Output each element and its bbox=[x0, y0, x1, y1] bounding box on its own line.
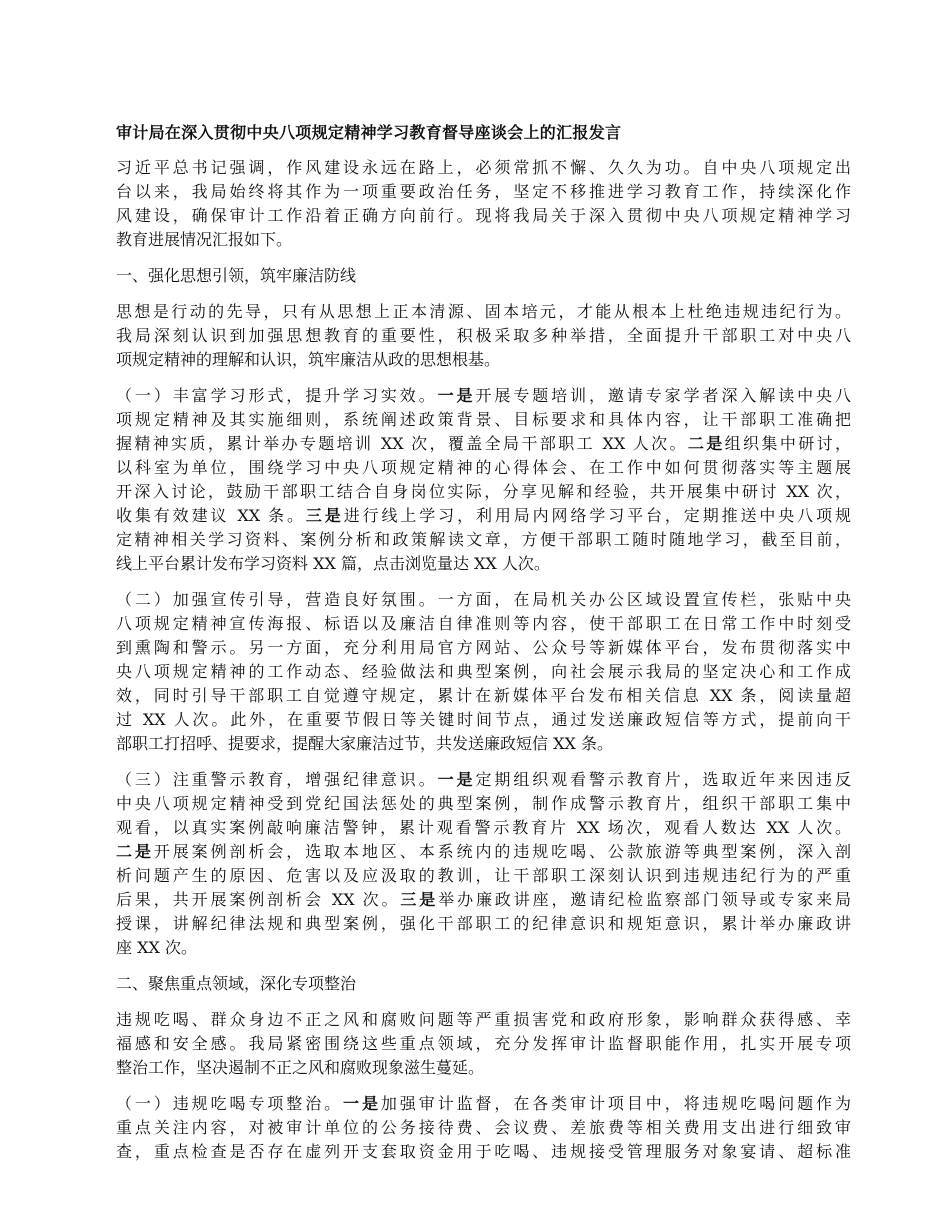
emphasis-run: 二是 bbox=[687, 434, 725, 453]
text-line: 授课，讲解纪律法规和典型案例，强化干部职工的纪律意识和规矩意识，累计举办廉政讲 bbox=[116, 914, 851, 933]
text-line: 重点关注内容，对被审计单位的公务接待费、会议费、差旅费等相关费用支出进行细致审 bbox=[116, 1118, 851, 1137]
section1-intro-paragraph bbox=[116, 300, 851, 372]
text-run: （一）违规吃喝专项整治。 bbox=[116, 1094, 344, 1113]
text-line: 央八项规定精神的工作动态、经验做法和典型案例，向社会展示我局的坚定决心和工作成 bbox=[116, 662, 851, 681]
text-run: 后果，共开展案例剖析会 XX 次。 bbox=[116, 890, 401, 909]
text-line bbox=[116, 840, 851, 864]
document-title: 审计局在深入贯彻中央八项规定精神学习教育督导座谈会上的汇报发言 bbox=[116, 123, 622, 142]
text-line: 我局深刻认识到加强思想教育的重要性，积极采取多种举措，全面提升干部职工对中央八 bbox=[116, 326, 851, 345]
text-line bbox=[116, 432, 851, 456]
text-run: 开展专题培训，邀请专家学者深入解读中央八 bbox=[475, 386, 851, 405]
text-line: 查，重点检查是否存在虚列开支套取资金用于吃喝、违规接受管理服务对象宴请、超标准 bbox=[116, 1142, 851, 1161]
text-line: 过 XX 人次。此外，在重要节假日等关键时间节点，通过发送廉政短信等方式，提前向干 bbox=[116, 710, 851, 729]
text-line: 教育进展情况汇报如下。 bbox=[116, 230, 293, 249]
intro-paragraph bbox=[116, 156, 851, 252]
text-line: 中央八项规定精神受到党纪国法惩处的典型案例，制作成警示教育片，组织干部职工集中 bbox=[116, 794, 851, 813]
section1-paragraph-3 bbox=[116, 768, 851, 960]
text-line: 思想是行动的先导，只有从思想上正本清源、固本培元，才能从根本上杜绝违规违纪行为。 bbox=[116, 302, 851, 321]
emphasis-run: 三是 bbox=[305, 506, 344, 525]
text-run: 组织集中研讨， bbox=[724, 434, 851, 453]
text-line: 项规定精神及其实施细则，系统阐述政策背景、目标要求和具体内容，让干部职工准确把 bbox=[116, 410, 851, 429]
text-line: 线上平台累计发布学习资料 XX 篇，点击浏览量达 XX 人次。 bbox=[116, 554, 550, 573]
text-line: 析问题产生的原因、危害以及应汲取的教训，让干部职工深刻认识到违规违纪行为的严重 bbox=[116, 866, 851, 885]
text-line: 观看，以真实案例敲响廉洁警钟，累计观看警示教育片 XX 场次，观看人数达 XX 人次。 bbox=[116, 818, 851, 837]
text-run: 进行线上学习，利用局内网络学习平台，定期推送中央八项规 bbox=[343, 506, 851, 525]
text-line bbox=[116, 888, 851, 912]
section1-paragraph-1 bbox=[116, 384, 851, 576]
section1-paragraph-2 bbox=[116, 588, 851, 756]
emphasis-run: 一是 bbox=[343, 1094, 381, 1113]
section-heading-1: 一、强化思想引领，筑牢廉洁防线 bbox=[116, 266, 357, 285]
text-line bbox=[116, 768, 851, 792]
emphasis-run: 二是 bbox=[116, 842, 154, 861]
text-line bbox=[116, 384, 851, 408]
text-line bbox=[116, 1092, 851, 1116]
text-line: 福感和安全感。我局紧密围绕这些重点领域，充分发挥审计监督职能作用，扎实开展专项 bbox=[116, 1034, 851, 1053]
text-line: 项规定精神的理解和认识，筑牢廉洁从政的思想根基。 bbox=[116, 350, 501, 369]
text-line: 座 XX 次。 bbox=[116, 938, 197, 957]
text-line: 风建设，确保审计工作沿着正确方向前行。现将我局关于深入贯彻中央八项规定精神学习 bbox=[116, 206, 851, 225]
text-run: （三）注重警示教育，增强纪律意识。 bbox=[116, 770, 438, 789]
section2-intro-paragraph bbox=[116, 1008, 851, 1080]
text-line: （二）加强宣传引导，营造良好氛围。一方面，在局机关办公区域设置宣传栏，张贴中央 bbox=[116, 590, 851, 609]
emphasis-run: 三是 bbox=[400, 890, 439, 909]
text-line: 定精神相关学习资料、案例分析和政策解读文章，方便干部职工随时随地学习，截至目前， bbox=[116, 530, 851, 549]
section2-paragraph-1 bbox=[116, 1092, 851, 1164]
text-run: 握精神实质，累计举办专题培训 XX 次，覆盖全局干部职工 XX 人次。 bbox=[116, 434, 688, 453]
text-line: 违规吃喝、群众身边不正之风和腐败问题等严重损害党和政府形象，影响群众获得感、幸 bbox=[116, 1010, 851, 1029]
text-run: 收集有效建议 XX 条。 bbox=[116, 506, 306, 525]
text-line: 八项规定精神宣传海报、标语以及廉洁自律准则等内容，使干部职工在日常工作中时刻受 bbox=[116, 614, 851, 633]
text-line: 到熏陶和警示。另一方面，充分利用局官方网站、公众号等新媒体平台，发布贯彻落实中 bbox=[116, 638, 851, 657]
text-line: 以科室为单位，围绕学习中央八项规定精神的心得体会、在工作中如何贯彻落实等主题展 bbox=[116, 458, 851, 477]
text-line: 习近平总书记强调，作风建设永远在路上，必须常抓不懈、久久为功。自中央八项规定出 bbox=[116, 158, 851, 177]
text-run: 举办廉政讲座，邀请纪检监察部门领导或专家来局 bbox=[438, 890, 851, 909]
section-heading-2: 二、聚焦重点领域，深化专项整治 bbox=[116, 974, 357, 993]
emphasis-run: 一是 bbox=[437, 386, 476, 405]
text-line: 效，同时引导干部职工自觉遵守规定，累计在新媒体平台发布相关信息 XX 条，阅读量超 bbox=[116, 686, 851, 705]
text-line: 开深入讨论，鼓励干部职工结合自身岗位实际，分享见解和经验，共开展集中研讨 XX 次， bbox=[116, 482, 851, 501]
text-run: 开展案例剖析会，选取本地区、本系统内的违规吃喝、公款旅游等典型案例，深入剖 bbox=[153, 842, 851, 861]
text-line: 台以来，我局始终将其作为一项重要政治任务，坚定不移推进学习教育工作，持续深化作 bbox=[116, 182, 851, 201]
text-run: 定期组织观看警示教育片，选取近年来因违反 bbox=[475, 770, 851, 789]
document-page bbox=[116, 122, 851, 1176]
text-run: 加强审计监督，在各类审计项目中，将违规吃喝问题作为 bbox=[380, 1094, 851, 1113]
emphasis-run: 一是 bbox=[437, 770, 476, 789]
text-run: （一）丰富学习形式，提升学习实效。 bbox=[116, 386, 438, 405]
text-line bbox=[116, 504, 851, 528]
text-line: 部职工打招呼、提要求，提醒大家廉洁过节，共发送廉政短信 XX 条。 bbox=[116, 734, 613, 753]
text-line: 整治工作，坚决遏制不正之风和腐败现象滋生蔓延。 bbox=[116, 1058, 485, 1077]
